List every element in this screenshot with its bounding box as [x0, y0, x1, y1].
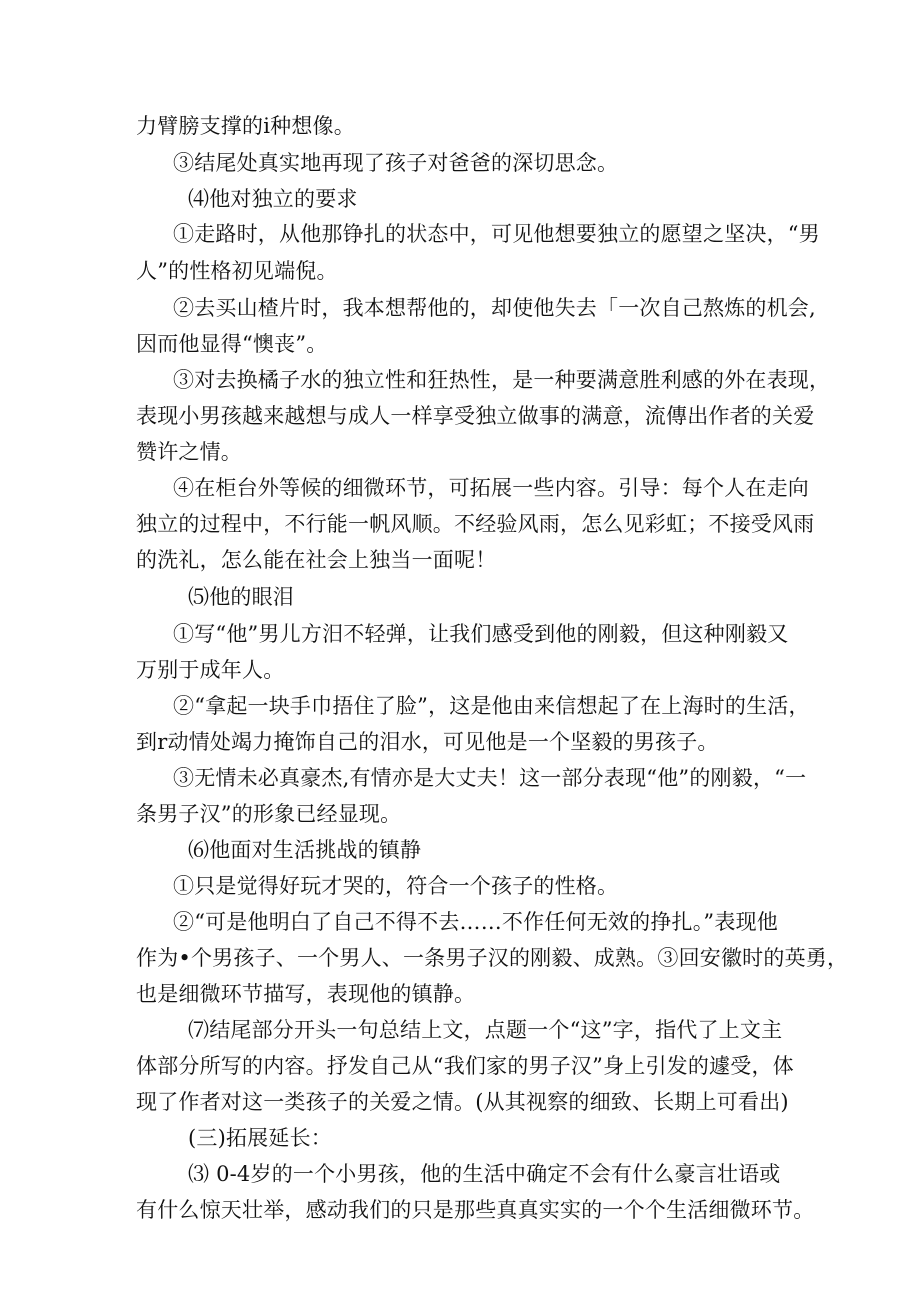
text-line: 因而他显得“懊丧”。: [136, 332, 328, 356]
text-line: 独立的过程中，不行能一帆风顺。不经验风雨，怎么见彩虹；不接受风雨: [136, 512, 815, 536]
text-line: ①走路时，从他那铮扎的状态中，可见他想要独立的愿望之坚决，“男: [173, 222, 820, 246]
section-heading: ⑺结尾部分开头一句总结上文，点题一个“这”字，指代了上文主: [188, 1018, 783, 1042]
text-line: ②“拿起一块手巾捂住了脸”，这是他由来信想起了在上海时的生活，: [173, 694, 810, 718]
text-line: 有什么惊天壮举，感动我们的只是那些真真实实的一个个生活细微环节。: [136, 1198, 815, 1222]
text-line: 现了作者对这一类孩子的关爱之情。(从其视察的细致、长期上可看出): [136, 1090, 789, 1114]
text-line: 赞许之情。: [136, 440, 242, 464]
text-line: 到r动情处竭力掩饰自己的泪水，可见他是一个坚毅的男孩子。: [136, 730, 719, 754]
text-line: ①只是觉得好玩才哭的，符合一个孩子的性格。: [173, 874, 619, 898]
text-line: ③无情未必真豪杰,有情亦是大丈夫！这一部分表现“他”的刚毅，“一: [173, 766, 807, 790]
text-line: ②去买山楂片时，我本想帮他的，却使他失去「一次自己熬炼的机会,: [173, 296, 816, 320]
text-line: 万别于成年人。: [136, 658, 285, 682]
section-heading: (三)拓展延长：: [188, 1126, 332, 1150]
section-heading: ⑸他的眼泪: [188, 585, 294, 609]
text-line: ②“可是他明白了自己不得不去……不作任何无效的挣扎。”表现他: [173, 910, 778, 934]
text-line: ①写“他”男儿方汨不轻弹，让我们感受到他的刚毅，但这种刚毅又: [173, 622, 789, 646]
section-heading: ⑹他面对生活挑战的镇静: [188, 838, 422, 862]
text-line: 体部分所写的内容。抒发自己从“我们家的男子汉”身上引发的遽受，体: [136, 1054, 794, 1078]
text-line: 作为•个男孩子、一个男人、一条男子汉的刚毅、成熟。③回安徽时的英勇，: [136, 946, 849, 970]
text-line: 力臂膀支撑的i种想像。: [136, 114, 355, 138]
text-line: 人”的性格初见端倪。: [136, 259, 338, 283]
text-line: ③对去换橘子水的独立性和狂热性，是一种要满意胜利感的外在表现，: [173, 368, 831, 392]
text-line: 条男子汉”的形象已经显现。: [136, 802, 402, 826]
section-heading: ⑷他对独立的要求: [188, 187, 358, 211]
text-line: 表现小男孩越来越想与成人一样享受独立做事的满意，流傳出作者的关爱: [136, 404, 815, 428]
text-line: 也是细微环节描写，表现他的镇静。: [136, 982, 476, 1006]
text-line: ⑶ 0-4岁的一个小男孩，他的生活中确定不会有什么豪言壮语或: [188, 1162, 781, 1186]
text-line: ④在柜台外等候的细微环节，可拓展一些内容。引导：每个人在走向: [173, 476, 809, 500]
text-line: 的洗礼，怎么能在社会上独当一面呢！: [136, 548, 497, 572]
text-line: ③结尾处真实地再现了孩子对爸爸的深切思念。: [173, 151, 619, 175]
